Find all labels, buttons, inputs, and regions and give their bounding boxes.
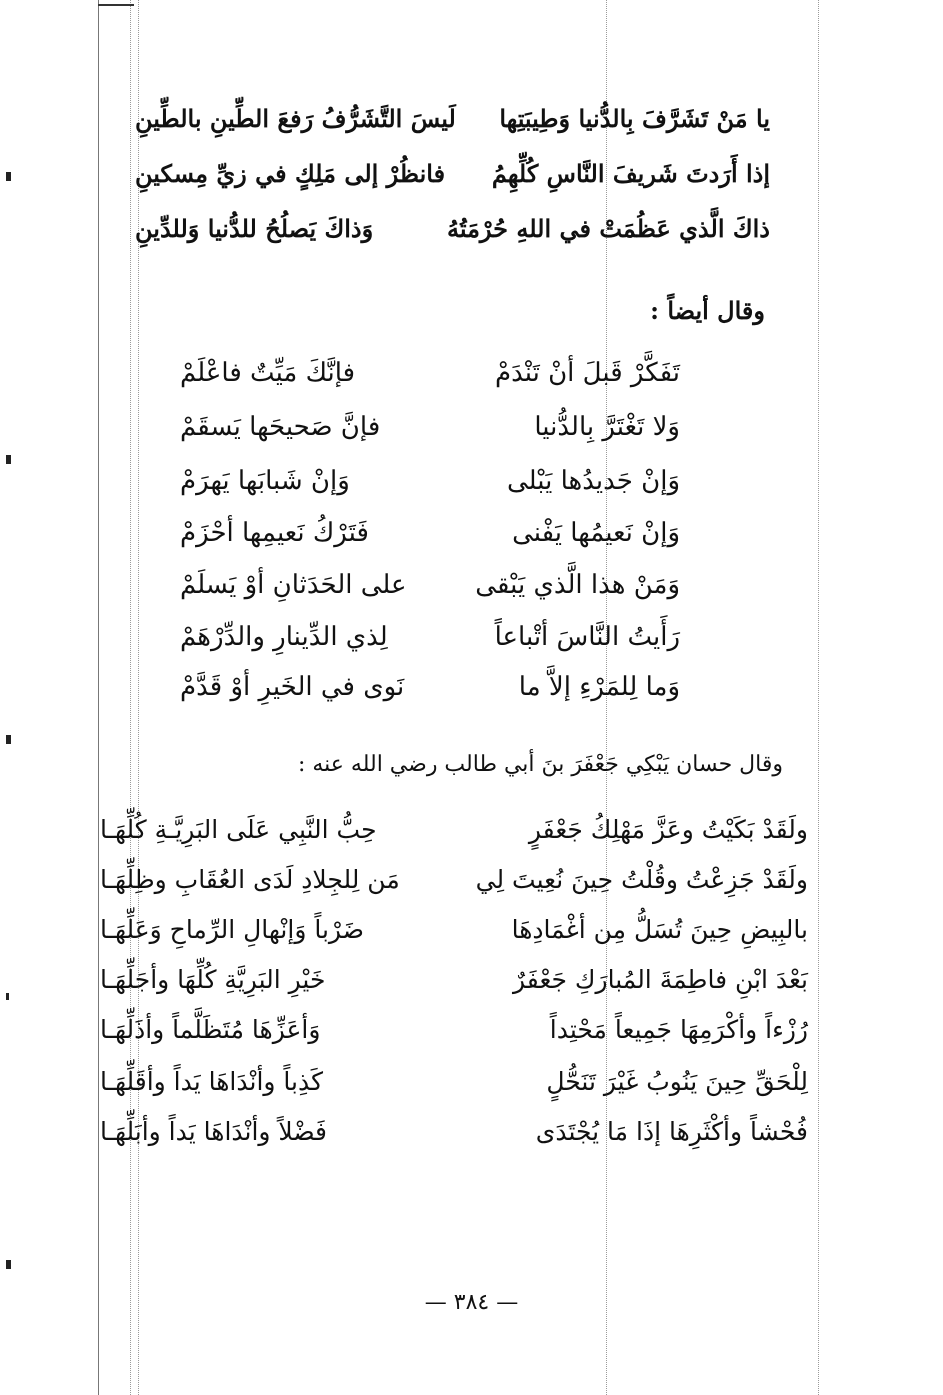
margin-line — [818, 0, 819, 1395]
first-hemistich: وَإنْ جَديدُها يَبْلى — [507, 466, 680, 496]
first-hemistich: وَإنْ نَعيمُها يَفْنى — [512, 518, 680, 548]
second-hemistich: فإنَّ صَحيحَها يَسقَمْ — [180, 412, 381, 442]
second-hemistich: على الحَدَثانِ أوْ يَسلَمْ — [180, 570, 407, 600]
second-hemistich: فإنَّكَ مَيِّتٌ فاعْلَمْ — [180, 358, 356, 388]
margin-line — [130, 0, 131, 1395]
verse-line — [135, 98, 770, 138]
first-hemistich: وَمَنْ هذا الَّذي يَبْقى — [475, 570, 680, 600]
second-hemistich: لِذي الدِّينارِ والدِّرْهَمْ — [180, 622, 388, 652]
verse-line — [100, 1058, 808, 1104]
second-hemistich: ضَرْباً وَإنْهالِ الرِّماحِ وَعَلِّهَـا — [100, 914, 364, 944]
first-hemistich: يا مَنْ تَشَرَّفَ بِالدُّنيا وَطِيبَتِها — [499, 103, 770, 133]
section-heading: وقال أيضاً : — [650, 296, 765, 325]
first-hemistich: لِلْحَقِّ حِينَ يَنُوبُ غَيْرَ تَنَحُّلٍ — [546, 1066, 808, 1096]
verse-line — [135, 153, 770, 193]
verse-line — [100, 806, 808, 852]
first-hemistich: بالبِيضِ حِينَ تُسَلُّ مِن أغْمَادِهَا — [511, 914, 808, 944]
first-hemistich: فُحْشاً وأكْثَرِهَا إذَا مَا يُجْتَدَى — [535, 1116, 808, 1146]
second-hemistich: خَيْرِ البَرِيَّةِ كُلِّهَا وأجَلِّهَـا — [100, 964, 326, 994]
first-hemistich: وَلا تَغْتَرَّ بِالدُّنيا — [534, 412, 680, 442]
second-hemistich: فَضْلاً وأنْدَاهَا يَداً وأبَلِّهَـا — [100, 1116, 327, 1146]
verse-line — [180, 664, 680, 710]
margin-line — [98, 0, 99, 1395]
page-number: — ٣٨٤ — — [424, 1290, 519, 1315]
scan-mark — [98, 4, 134, 6]
second-hemistich: لَيسَ التَّشَرُّفُ رَفعَ الطِّينِ بالطِّينِ — [135, 103, 456, 133]
verse-line — [180, 404, 680, 450]
second-hemistich: مَن لِلجِلادِ لَدَى العُقَابِ وظِلِّهَـا — [100, 864, 400, 894]
second-hemistich: نَوى في الخَيرِ أوْ قَدَّمْ — [180, 672, 405, 702]
verse-line — [180, 562, 680, 608]
verse-line — [100, 856, 808, 902]
second-hemistich: فَتَرْكُ نَعيمِها أحْزَمْ — [180, 518, 369, 548]
first-hemistich: إذا أَرَدتَ شَريفَ النَّاسِ كُلِّهِمُ — [491, 158, 770, 188]
first-hemistich: بَعْدَ ابْنِ فاطِمَةَ المُبارَكِ جَعْفَرٌ — [513, 964, 808, 994]
section-heading: وقال حسان يَبْكِي جَعْفَرَ بنَ أبي طالب رضي الله عنه : — [297, 752, 783, 777]
first-hemistich: رُزْءاً وأكْرَمِهَا جَمِيعاً مَحْتِداً — [549, 1014, 808, 1044]
second-hemistich: وَأعَزِّهَا مُتَظَلَّماً وأذَلِّهَـا — [100, 1014, 321, 1044]
first-hemistich: ولَقَدْ بَكَيْتُ وعَزَّ مَهْلِكُ جَعْفَرٍ — [528, 814, 808, 844]
verse-line — [180, 350, 680, 396]
second-hemistich: وَذاكَ يَصلُحُ للدُّنيا وَللدِّينِ — [135, 213, 374, 243]
second-hemistich: وَإنْ شَبابَها يَهرَمْ — [180, 466, 350, 496]
verse-line — [100, 1108, 808, 1154]
first-hemistich: ذاكَ الَّذي عَظُمَتْ في اللهِ حُرْمَتُهُ — [446, 213, 770, 243]
scan-mark — [6, 172, 11, 181]
first-hemistich: رَأَيتُ النَّاسَ أتْباعاً — [494, 622, 680, 652]
verse-line — [100, 956, 808, 1002]
scan-mark — [6, 1260, 11, 1269]
verse-line — [135, 208, 770, 248]
second-hemistich: حِبُّ النَّبِي عَلَى البَرِيَّـةِ كُلِّهَـا — [100, 814, 377, 844]
first-hemistich: ولَقَدْ جَزِعْتُ وقُلْتُ حِينَ نُعِيتَ لِي — [475, 864, 808, 894]
verse-line — [180, 614, 680, 660]
scan-mark — [6, 735, 11, 744]
verse-line — [100, 906, 808, 952]
scan-mark — [6, 993, 9, 1000]
verse-line — [180, 510, 680, 556]
second-hemistich: كَذِباً وأنْدَاهَا يَداً وأقَلِّهَـا — [100, 1066, 324, 1096]
first-hemistich: تَفَكَّرْ قَبلَ أنْ تَنْدَمْ — [495, 358, 680, 388]
first-hemistich: وَما لِلمَرْءِ إلاَّ ما — [518, 672, 680, 702]
verse-line — [180, 458, 680, 504]
verse-line — [100, 1006, 808, 1052]
second-hemistich: فانظُرْ إلى مَلِكٍ في زيِّ مِسكينِ — [135, 158, 446, 188]
scan-mark — [6, 455, 11, 464]
